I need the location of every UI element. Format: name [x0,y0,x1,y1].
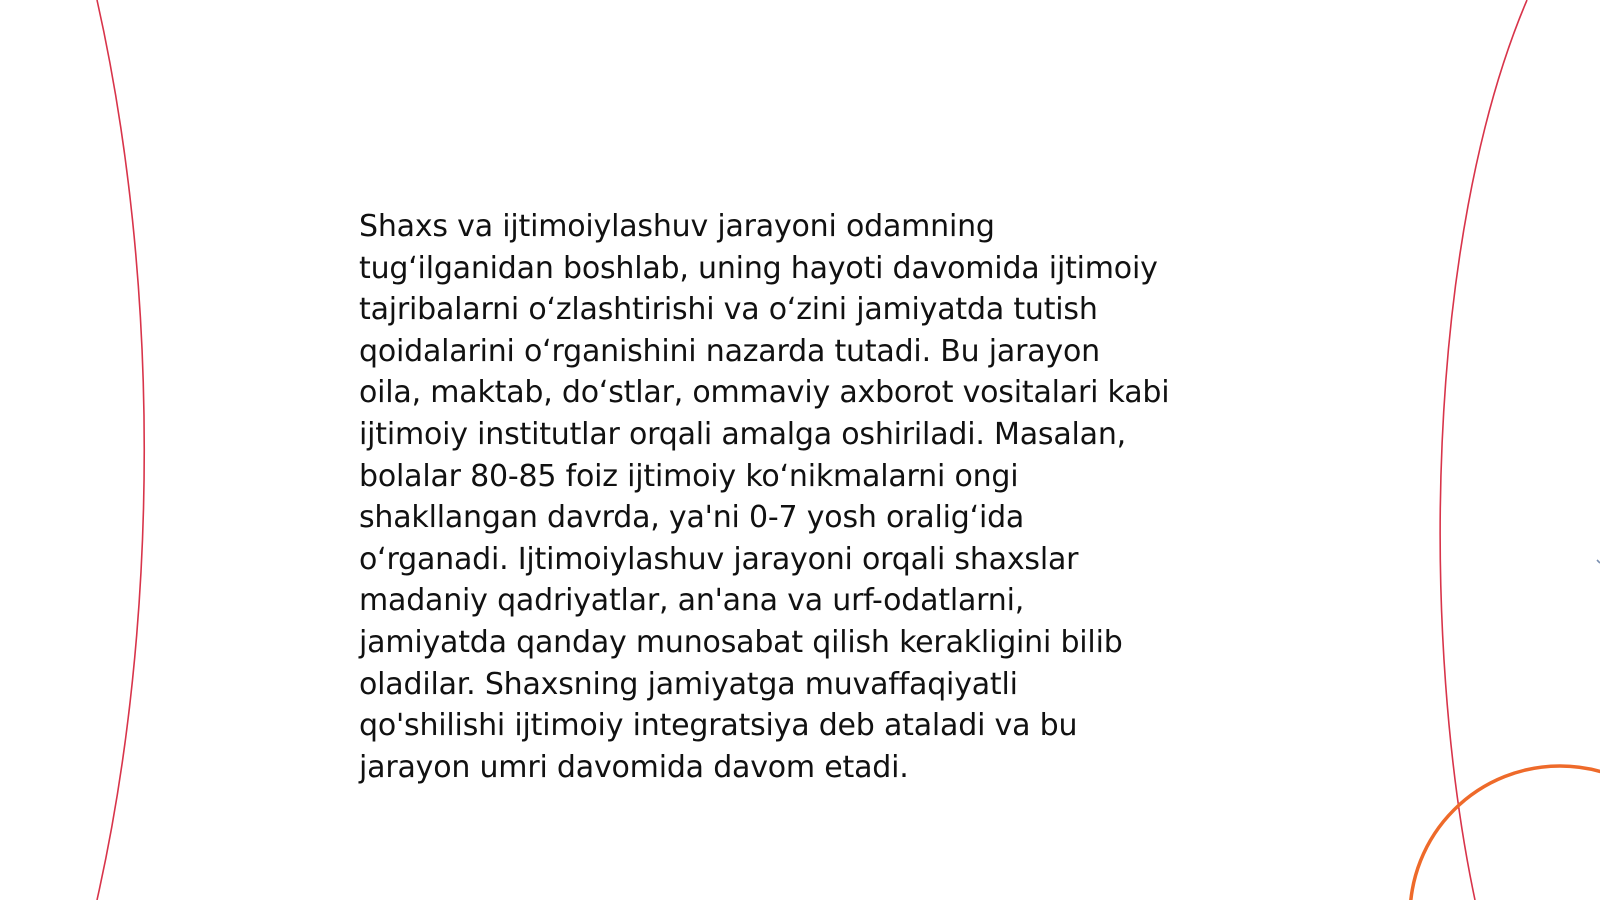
paragraph-line: jarayon umri davomida davom etadi. [359,749,909,785]
paragraph-line: madaniy qadriyatlar, an'ana va urf-odatlarni, [359,583,1025,619]
paragraph-line: jamiyatda qanday munosabat qilish kerakligini bilib [359,624,1123,660]
paragraph-line: tajribalarni o‘zlashtirishi va o‘zini jamiyatda tutish [359,292,1098,328]
paragraph-line: Shaxs va ijtimoiylashuv jarayoni odamning [359,209,995,244]
paragraph-line: qoidalarini o‘rganishini nazarda tutadi. Bu jarayon [359,333,1100,369]
corner-circle-decoration [1410,766,1600,900]
paragraph-line: shakllangan davrda, ya'ni 0-7 yosh oralig‘ida [359,500,1025,536]
left-arc-decoration [97,0,144,900]
paragraph-line: oladilar. Shaxsning jamiyatga muvaffaqiyatli [359,666,1018,702]
paragraph-line: bolalar 80-85 foiz ijtimoiy ko‘nikmalarni ongi [359,458,1019,494]
body-paragraph [359,206,1259,788]
paragraph-line: qo'shilishi ijtimoiy integratsiya deb ataladi va bu [359,708,1078,744]
paragraph-line: o‘rganadi. Ijtimoiylashuv jarayoni orqali shaxslar [359,541,1079,577]
right-arc-decoration [1440,0,1527,900]
paragraph-line: oila, maktab, do‘stlar, ommaviy axborot vositalari kabi [359,375,1170,411]
paragraph-line: ijtimoiy institutlar orqali amalga oshiriladi. Masalan, [359,416,1126,452]
paragraph-line: tug‘ilganidan boshlab, uning hayoti davomida ijtimoiy [359,250,1158,286]
